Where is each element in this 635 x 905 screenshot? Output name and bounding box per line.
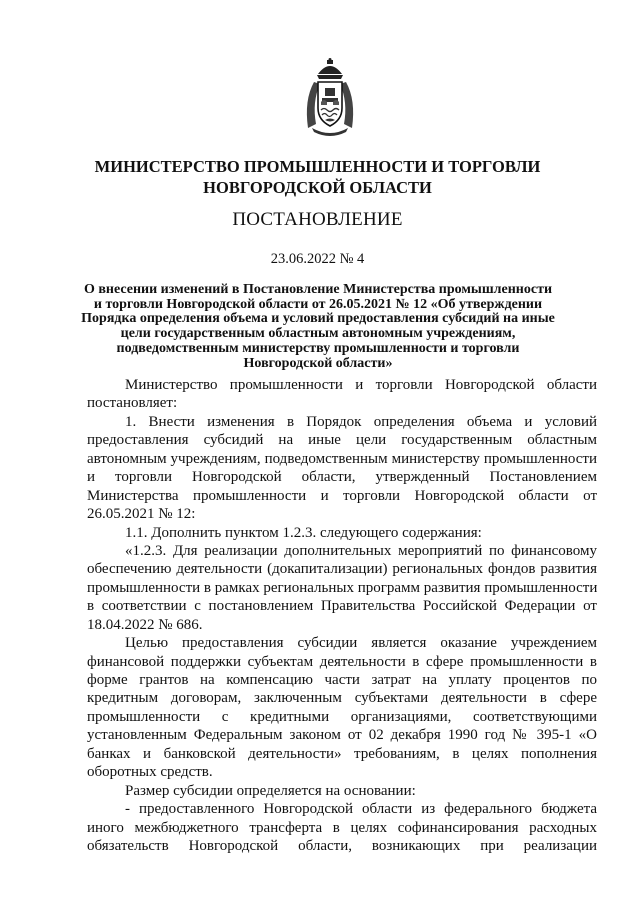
- title-line: цели государственным областным автономным учреждениям,: [120, 326, 516, 342]
- body-line: обязательств Новгородской области, возникающих при реализации: [87, 837, 597, 854]
- body-line: установленным Федеральным законом от 02 декабря 1990 год № 395-1 «О: [87, 727, 597, 744]
- body-line: промышленности в рамках региональных программ развития промышленности: [87, 579, 598, 596]
- body-line: банках и банковской деятельности» требованиям, в целях пополнения: [87, 745, 597, 762]
- body-line: обеспечению деятельности (докапитализации) региональных фондов развития: [87, 561, 597, 578]
- ministry-name-line: НОВГОРОДСКОЙ ОБЛАСТИ: [203, 178, 432, 197]
- body-line: Размер субсидии определяется на основании:: [125, 782, 416, 799]
- body-line: иного межбюджетного трансферта в целях софинансирования расходных: [87, 819, 597, 836]
- body-line: оборотных средств.: [87, 764, 213, 781]
- ministry-name: [40, 156, 595, 198]
- body-line: кредитным договорам, заключенным субъектами деятельности в сфере: [87, 690, 597, 707]
- body-line: постановляет:: [87, 395, 178, 412]
- body-line: 1. Внести изменения в Порядок определения объема и условий: [125, 413, 597, 430]
- document-type: ПОСТАНОВЛЕНИЕ: [232, 209, 403, 230]
- body-line: Министерства промышленности и торговли Новгородской области от: [87, 487, 597, 504]
- title-line: Порядка определения объема и условий предоставления субсидий на иные: [81, 311, 555, 327]
- body-line: - предоставленного Новгородской области из федерального бюджета: [125, 801, 597, 818]
- body-line: Целью предоставления субсидии является оказание учреждением: [125, 635, 597, 652]
- document-body: [87, 376, 597, 855]
- title-line: подведомственным министерству промышленности и торговли: [116, 340, 520, 356]
- body-line: 26.05.2021 № 12:: [87, 506, 196, 523]
- body-line: автономным учреждениям, подведомственным министерству промышленности: [87, 450, 597, 467]
- body-line: в соответствии с постановлением Правительства Российской Федерации от: [87, 598, 597, 615]
- body-line: предоставления субсидий на иные цели государственным областным: [87, 432, 597, 449]
- body-line: форме грантов на компенсацию части затрат на уплату процентов по: [87, 672, 597, 688]
- document-title: [78, 283, 558, 371]
- ministry-name-line: МИНИСТЕРСТВО ПРОМЫШЛЕННОСТИ И ТОРГОВЛИ: [94, 157, 541, 176]
- body-line: и торговли Новгородской области, утвержденный Постановлением: [87, 469, 597, 486]
- body-line: 1.1. Дополнить пунктом 1.2.3. следующего содержания:: [125, 524, 482, 541]
- body-line: «1.2.3. Для реализации дополнительных мероприятий по финансовому: [125, 542, 597, 559]
- body-line: финансовой поддержки субъектам деятельности в сфере промышленности в: [87, 653, 597, 670]
- novgorod-coat-of-arms-icon: [298, 58, 362, 136]
- title-line: и торговли Новгородской области от 26.05.2021 № 12 «Об утверждении: [93, 296, 543, 312]
- document-date-number: 23.06.2022 № 4: [270, 251, 365, 267]
- body-line: 18.04.2022 № 686.: [87, 616, 203, 633]
- title-line: Новгородской области»: [243, 355, 393, 371]
- body-line: Министерство промышленности и торговли Новгородской области: [125, 377, 597, 393]
- title-line: О внесении изменений в Постановление Министерства промышленности: [83, 282, 553, 297]
- body-line: промышленности с кредитными организациями, соответствующими: [87, 708, 597, 725]
